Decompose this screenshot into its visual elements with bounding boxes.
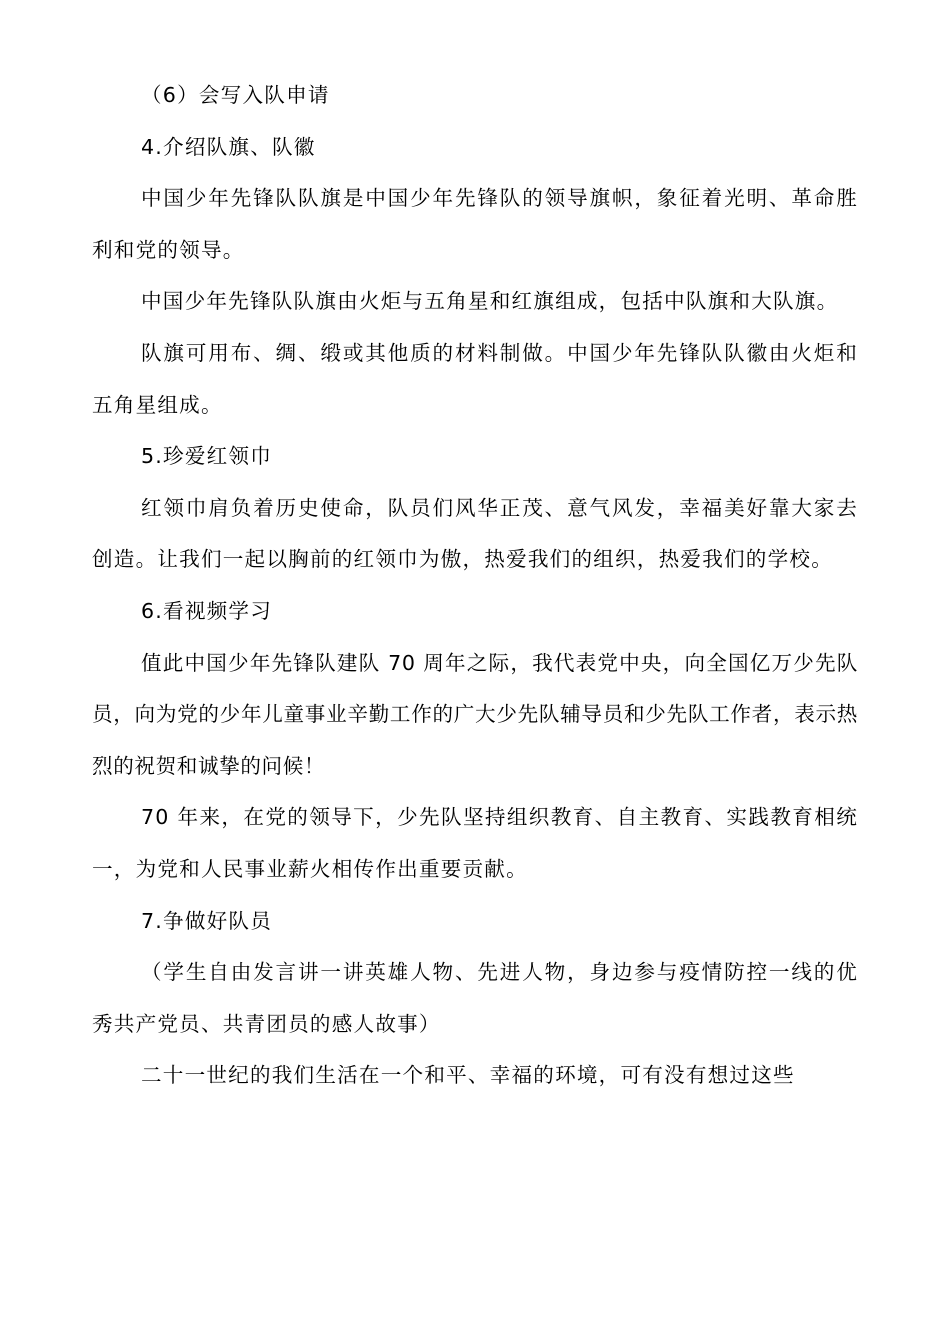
heading-good-member: 7.争做好队员 <box>141 908 273 933</box>
paragraph-flag-composition: 中国少年先锋队队旗由火炬与五角星和红旗组成，包括中队旗和大队旗。 <box>141 289 839 314</box>
paragraph-seventy-years: 70 年来，在党的领导下，少先队坚持组织教育、自主教育、实践教育相统一，为党和人民事业薪火相传作出重要贡献。 <box>92 805 858 881</box>
paragraph-flag-material: 队旗可用布、绸、缎或其他质的材料制做。中国少年先锋队队徽由火炬和五角星组成。 <box>92 340 858 417</box>
heading-video-study: 6.看视频学习 <box>141 598 273 623</box>
heading-red-scarf: 5.珍爱红领巾 <box>141 444 273 469</box>
document-page <box>92 70 858 1102</box>
heading-join-application: （6）会写入队申请 <box>141 83 330 107</box>
paragraph-anniversary-greeting: 值此中国少年先锋队建队 70 周年之际，我代表党中央，向全国亿万少先队员，向为党的少年儿童事业辛勤工作的广大少先队辅导员和少先队工作者，表示热烈的祝贺和诚挚的问候！ <box>92 650 858 778</box>
paragraph-peaceful-life: 二十一世纪的我们生活在一个和平、幸福的环境，可有没有想过这些 <box>141 1063 795 1088</box>
paragraph-student-speech: （学生自由发言讲一讲英雄人物、先进人物，身边参与疫情防控一线的优秀共产党员、共青团员的感人故事） <box>92 960 858 1036</box>
heading-flag-emblem: 4.介绍队旗、队徽 <box>141 134 316 159</box>
paragraph-red-scarf: 红领巾肩负着历史使命，队员们风华正茂、意气风发，幸福美好靠大家去创造。让我们一起以胸前的红领巾为傲，热爱我们的组织，热爱我们的学校。 <box>92 495 858 572</box>
paragraph-flag-meaning: 中国少年先锋队队旗是中国少年先锋队的领导旗帜，象征着光明、革命胜利和党的领导。 <box>92 186 858 262</box>
